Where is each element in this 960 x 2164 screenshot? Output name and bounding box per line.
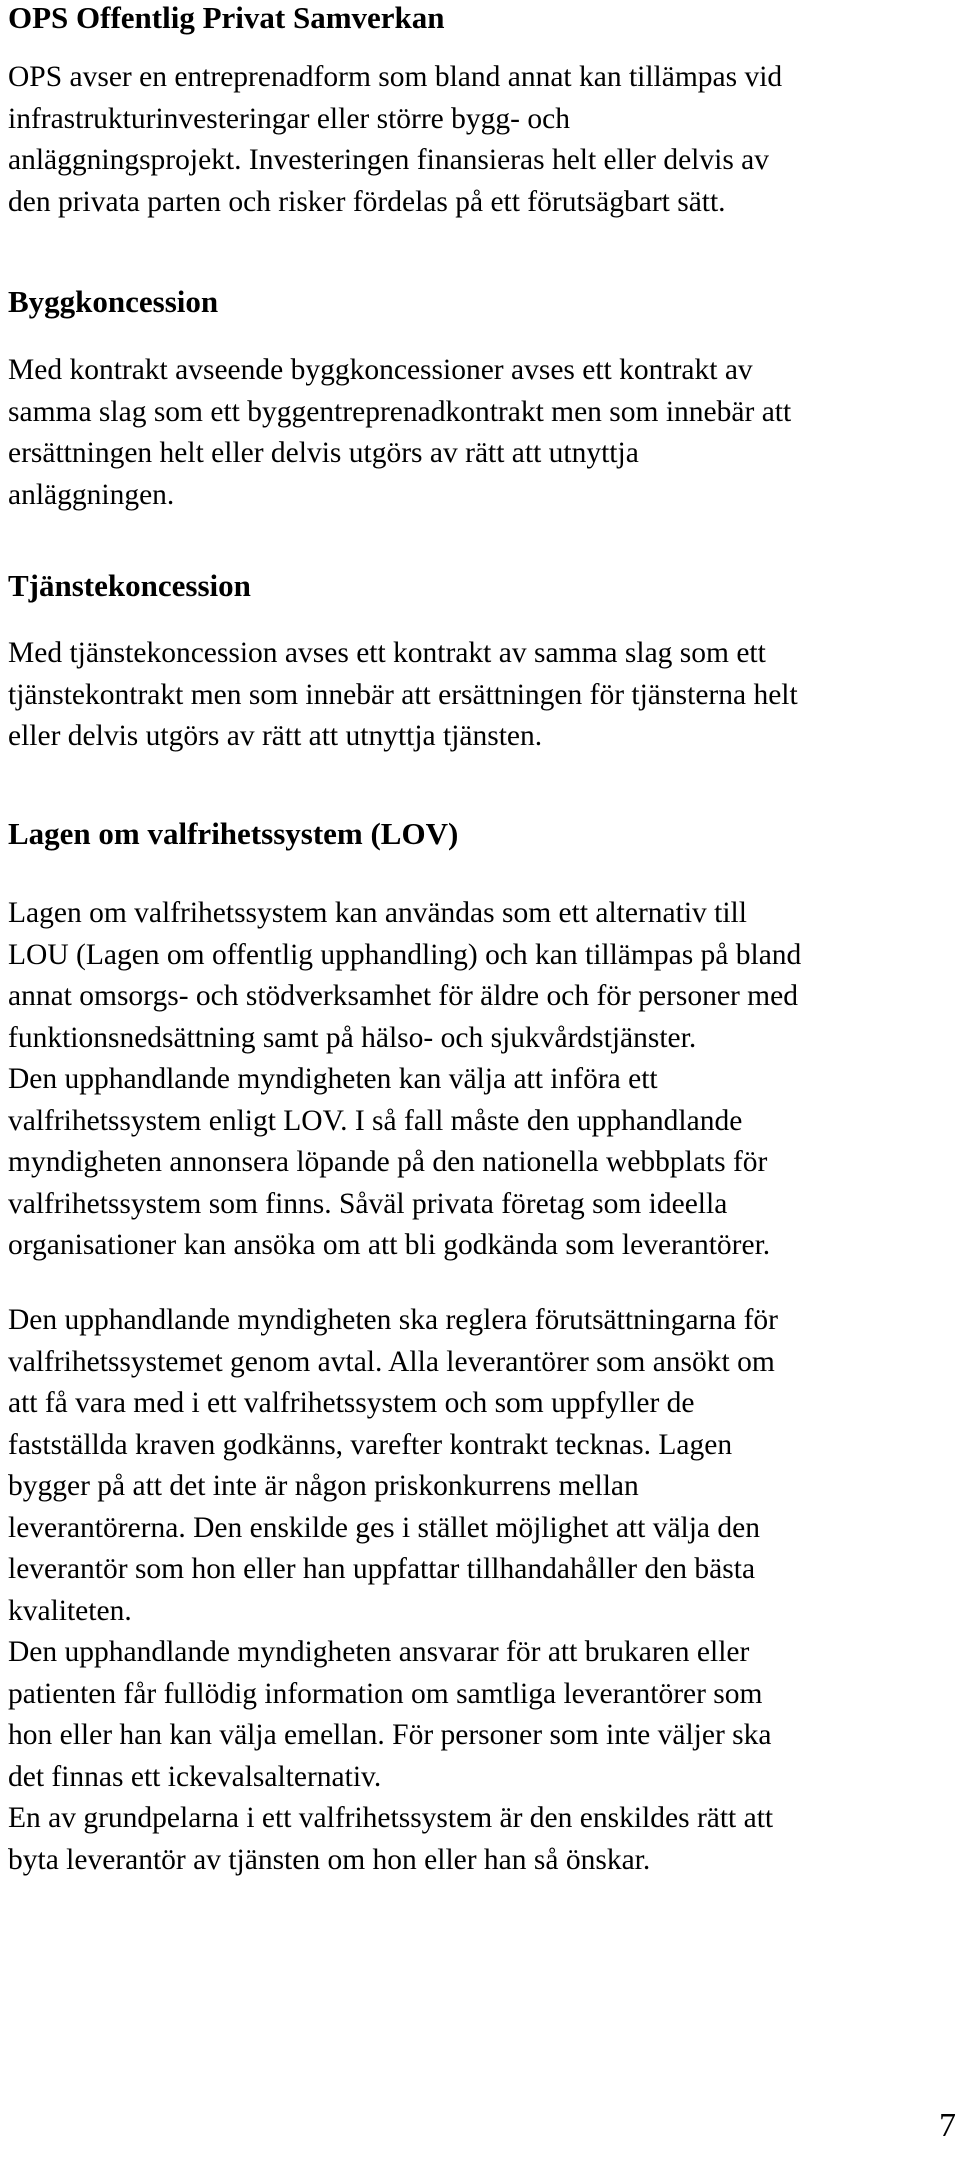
text-line: Med tjänstekoncession avses ett kontrakt av samma slag som ett [8, 637, 766, 669]
text-line: Lagen om valfrihetssystem kan användas som ett alternativ till [8, 897, 747, 929]
text-line: organisationer kan ansöka om att bli godkända som leverantörer. [8, 1229, 771, 1261]
heading-byggkoncession: Byggkoncession [8, 284, 219, 319]
text-line: leverantörerna. Den enskilde ges i stället möjlighet att välja den [8, 1511, 760, 1544]
text-line: leverantör som hon eller han uppfattar tillhandahåller den bästa [8, 1553, 756, 1585]
text-line: anläggningen. [8, 478, 175, 511]
paragraph-tjanstekoncession [8, 633, 798, 758]
text-line: bygger på att det inte är någon priskonkurrens mellan [8, 1470, 639, 1502]
text-line: tjänstekontrakt men som innebär att ersättningen för tjänsterna helt [8, 678, 798, 711]
text-line: Den upphandlande myndigheten ska reglera förutsättningarna för [8, 1304, 779, 1336]
text-line: OPS avser en entreprenadform som bland annat kan tillämpas vid [8, 61, 783, 93]
text-line: En av grundpelarna i ett valfrihetssystem är den enskildes rätt att [8, 1802, 774, 1834]
text-line: samma slag som ett byggentreprenadkontrakt men som innebär att [8, 395, 792, 428]
text-line: annat omsorgs- och stödverksamhet för äldre och för personer med [8, 980, 798, 1012]
heading-tjanstekoncession: Tjänstekoncession [8, 568, 251, 603]
text-line: myndigheten annonsera löpande på den nationella webbplats för [8, 1146, 768, 1178]
text-line: Med kontrakt avseende byggkoncessioner avses ett kontrakt av [8, 354, 753, 386]
text-line: LOU (Lagen om offentlig upphandling) och kan tillämpas på bland [8, 938, 802, 971]
paragraph-lov-1 [8, 893, 801, 1267]
text-line: infrastrukturinvesteringar eller större bygg- och [8, 102, 570, 135]
text-line: patienten får fullödig information om samtliga leverantörer som [8, 1677, 763, 1710]
text-line: anläggningsprojekt. Investeringen finansieras helt eller delvis av [8, 144, 770, 176]
text-line: att få vara med i ett valfrihetssystem och som uppfyller de [8, 1387, 695, 1419]
text-line: eller delvis utgörs av rätt att utnyttja tjänsten. [8, 720, 543, 752]
text-line: ersättningen helt eller delvis utgörs av rätt att utnyttja [8, 437, 639, 469]
text-line: valfrihetssystemet genom avtal. Alla leverantörer som ansökt om [8, 1345, 775, 1378]
text-line: kvaliteten. [8, 1594, 132, 1627]
text-line: byta leverantör av tjänsten om hon eller han så önskar. [8, 1843, 651, 1876]
text-line: fastställda kraven godkänns, varefter kontrakt tecknas. Lagen [8, 1428, 733, 1461]
text-line: Den upphandlande myndigheten ansvarar för att brukaren eller [8, 1636, 750, 1668]
text-line: valfrihetssystem enligt LOV. I så fall måste den upphandlande [8, 1104, 743, 1137]
heading-ops: OPS Offentlig Privat Samverkan [8, 0, 445, 35]
heading-lov: Lagen om valfrihetssystem (LOV) [8, 816, 459, 851]
text-line: hon eller han kan välja emellan. För personer som inte väljer ska [8, 1719, 772, 1751]
paragraph-lov-2 [8, 1300, 778, 1881]
paragraph-ops [8, 57, 782, 223]
text-line: funktionsnedsättning samt på hälso- och sjukvårdstjänster. [8, 1021, 697, 1054]
text-line: valfrihetssystem som finns. Såväl privata företag som ideella [8, 1187, 728, 1220]
text-line: det finnas ett ickevalsalternativ. [8, 1760, 382, 1793]
paragraph-byggkoncession [8, 350, 791, 516]
page-number: 7 [939, 2107, 956, 2144]
text-line: Den upphandlande myndigheten kan välja att införa ett [8, 1063, 658, 1095]
text-line: den privata parten och risker fördelas på ett förutsägbart sätt. [8, 185, 726, 218]
